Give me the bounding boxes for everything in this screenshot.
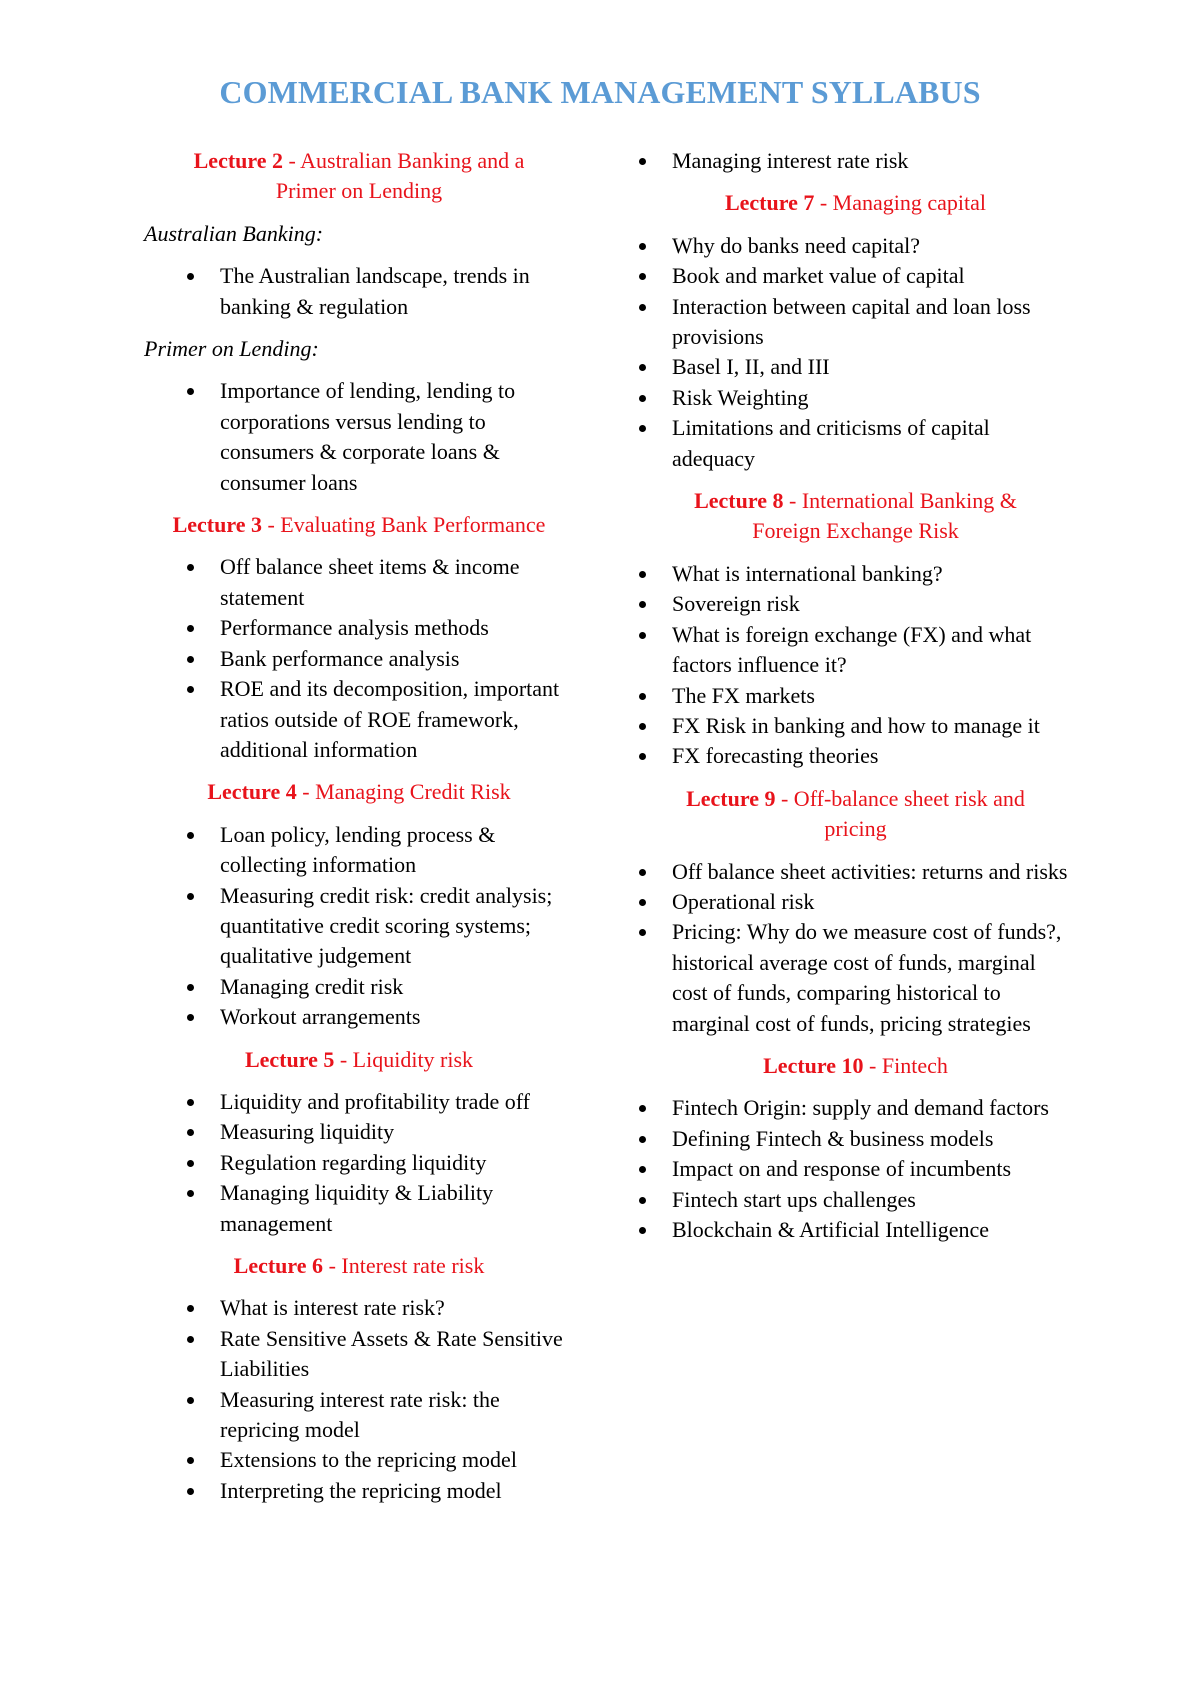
bullet-icon [187,1488,194,1495]
bullet-icon [187,564,194,571]
bullet-icon [639,1136,646,1143]
bullet-icon [187,656,194,663]
list-item: Off balance sheet items & income statement [144,552,574,613]
list-item: The Australian landscape, trends in banking & regulation [144,261,574,322]
bullet-list [144,1087,574,1239]
lecture-9-heading [639,784,1072,845]
list-item: Managing liquidity & Liability management [144,1178,574,1239]
lecture-number: Lecture 5 [244,1046,335,1072]
list-item: What is foreign exchange (FX) and what factors influence it? [639,620,1072,681]
list-item: Extensions to the repricing model [144,1445,574,1475]
lecture-topic: - International Banking & [783,488,1017,514]
bullet-icon [639,425,646,432]
bullet-list [639,559,1072,772]
lecture-topic: - Fintech [863,1052,948,1078]
bullet-list [144,376,574,498]
lecture-topic: - Managing Credit Risk [296,779,511,805]
list-item: Interpreting the repricing model [144,1476,574,1506]
bullet-icon [639,158,646,165]
bullet-icon [639,601,646,608]
lecture-topic-cont: pricing [824,816,887,842]
bullet-icon [639,1105,646,1112]
lecture-2-heading [144,146,574,207]
lecture-topic: - Evaluating Bank Performance [261,512,546,538]
list-item: What is international banking? [639,559,1072,589]
list-item: Managing credit risk [144,972,574,1002]
list-item: Fintech start ups challenges [639,1185,1072,1215]
bullet-icon [187,1160,194,1167]
lecture-3-heading [144,510,574,540]
list-item: ROE and its decomposition, important ratios outside of ROE framework, additional information [144,674,574,765]
lecture-number: Lecture 6 [233,1253,324,1278]
lecture-6-heading [144,1251,574,1281]
lecture-topic: - Australian Banking and a [283,148,525,173]
bullet-icon [187,984,194,991]
lecture-topic-cont: Primer on Lending [275,178,443,204]
list-item: Liquidity and profitability trade off [144,1087,574,1117]
list-item: Fintech Origin: supply and demand factors [639,1093,1072,1123]
bullet-icon [187,832,194,839]
list-item: Rate Sensitive Assets & Rate Sensitive Liabilities [144,1324,574,1385]
list-item: Loan policy, lending process & collecting information [144,820,574,881]
lecture-number: Lecture 10 [763,1052,864,1078]
list-item: Regulation regarding liquidity [144,1148,574,1178]
bullet-list [144,820,574,1033]
bullet-icon [639,632,646,639]
list-item: Limitations and criticisms of capital adequacy [639,413,1072,474]
bullet-icon [639,753,646,760]
bullet-icon [639,1166,646,1173]
lecture-topic: - Managing capital [814,190,987,216]
list-item: Operational risk [639,887,1072,917]
list-item: Importance of lending, lending to corporations versus lending to consumers & corporate loans & consumer loans [144,376,574,498]
bullet-list [639,146,1072,176]
list-item: Off balance sheet activities: returns and risks [639,857,1072,887]
lecture-number: Lecture 7 [724,190,815,216]
bullet-icon [187,1099,194,1106]
list-item: FX forecasting theories [639,741,1072,771]
lecture-topic-cont: Foreign Exchange Risk [752,518,959,544]
list-item: Workout arrangements [144,1002,574,1032]
lecture-topic: - Off-balance sheet risk and [775,785,1025,811]
bullet-list [144,261,574,322]
list-item: FX Risk in banking and how to manage it [639,711,1072,741]
list-item: Risk Weighting [639,383,1072,413]
list-item: Defining Fintech & business models [639,1124,1072,1154]
lecture-7-heading [639,188,1072,218]
bullet-icon [187,273,194,280]
bullet-list [639,1093,1072,1245]
list-item: Blockchain & Artificial Intelligence [639,1215,1072,1245]
lecture-8-heading [639,486,1072,547]
bullet-icon [639,869,646,876]
list-item: Measuring liquidity [144,1117,574,1147]
bullet-list [144,552,574,765]
bullet-icon [187,625,194,632]
lecture-10-heading [639,1051,1072,1081]
lecture-topic: - Liquidity risk [334,1046,474,1072]
bullet-icon [639,929,646,936]
bullet-icon [187,1457,194,1464]
bullet-list [144,1293,574,1506]
bullet-list [639,231,1072,474]
subheading-australian-banking: Australian Banking: [144,220,324,246]
list-item: Why do banks need capital? [639,231,1072,261]
lecture-4-heading [144,777,574,807]
lecture-number: Lecture 4 [207,779,297,805]
bullet-icon [187,1190,194,1197]
bullet-icon [187,1014,194,1021]
bullet-list [639,857,1072,1039]
list-item: What is interest rate risk? [144,1293,574,1323]
bullet-icon [639,243,646,250]
list-item: Sovereign risk [639,589,1072,619]
list-item: Measuring interest rate risk: the repricing model [144,1385,574,1446]
lecture-5-heading [144,1045,574,1075]
subheading-primer-on-lending: Primer on Lending: [144,336,319,362]
bullet-icon [187,1305,194,1312]
list-item: The FX markets [639,681,1072,711]
bullet-icon [639,273,646,280]
list-item: Bank performance analysis [144,644,574,674]
list-item: Managing interest rate risk [639,146,1072,176]
list-item: Performance analysis methods [144,613,574,643]
left-column [144,146,574,1518]
bullet-icon [639,571,646,578]
list-item: Basel I, II, and III [639,352,1072,382]
lecture-number: Lecture 8 [694,488,784,514]
bullet-icon [639,899,646,906]
bullet-icon [639,395,646,402]
list-item: Pricing: Why do we measure cost of funds?, historical average cost of funds, marginal cost of funds, comparing historical to marginal cost of funds, pricing strategies [639,917,1072,1039]
bullet-icon [187,893,194,900]
bullet-icon [639,693,646,700]
list-item: Measuring credit risk: credit analysis; quantitative credit scoring systems; qualitative judgement [144,881,574,972]
bullet-icon [187,686,194,693]
bullet-icon [639,364,646,371]
lecture-topic: - Interest rate risk [323,1253,485,1278]
bullet-icon [187,388,194,395]
right-column [639,146,1072,1257]
bullet-icon [639,723,646,730]
page-title: COMMERCIAL BANK MANAGEMENT SYLLABUS [219,74,981,110]
bullet-icon [639,1197,646,1204]
list-item: Interaction between capital and loan loss provisions [639,292,1072,353]
bullet-icon [187,1397,194,1404]
lecture-number: Lecture 2 [193,148,284,173]
list-item: Book and market value of capital [639,261,1072,291]
lecture-number: Lecture 3 [172,512,262,538]
lecture-number: Lecture 9 [686,785,776,811]
bullet-icon [639,1227,646,1234]
bullet-icon [187,1336,194,1343]
bullet-icon [187,1129,194,1136]
bullet-icon [639,304,646,311]
list-item: Impact on and response of incumbents [639,1154,1072,1184]
